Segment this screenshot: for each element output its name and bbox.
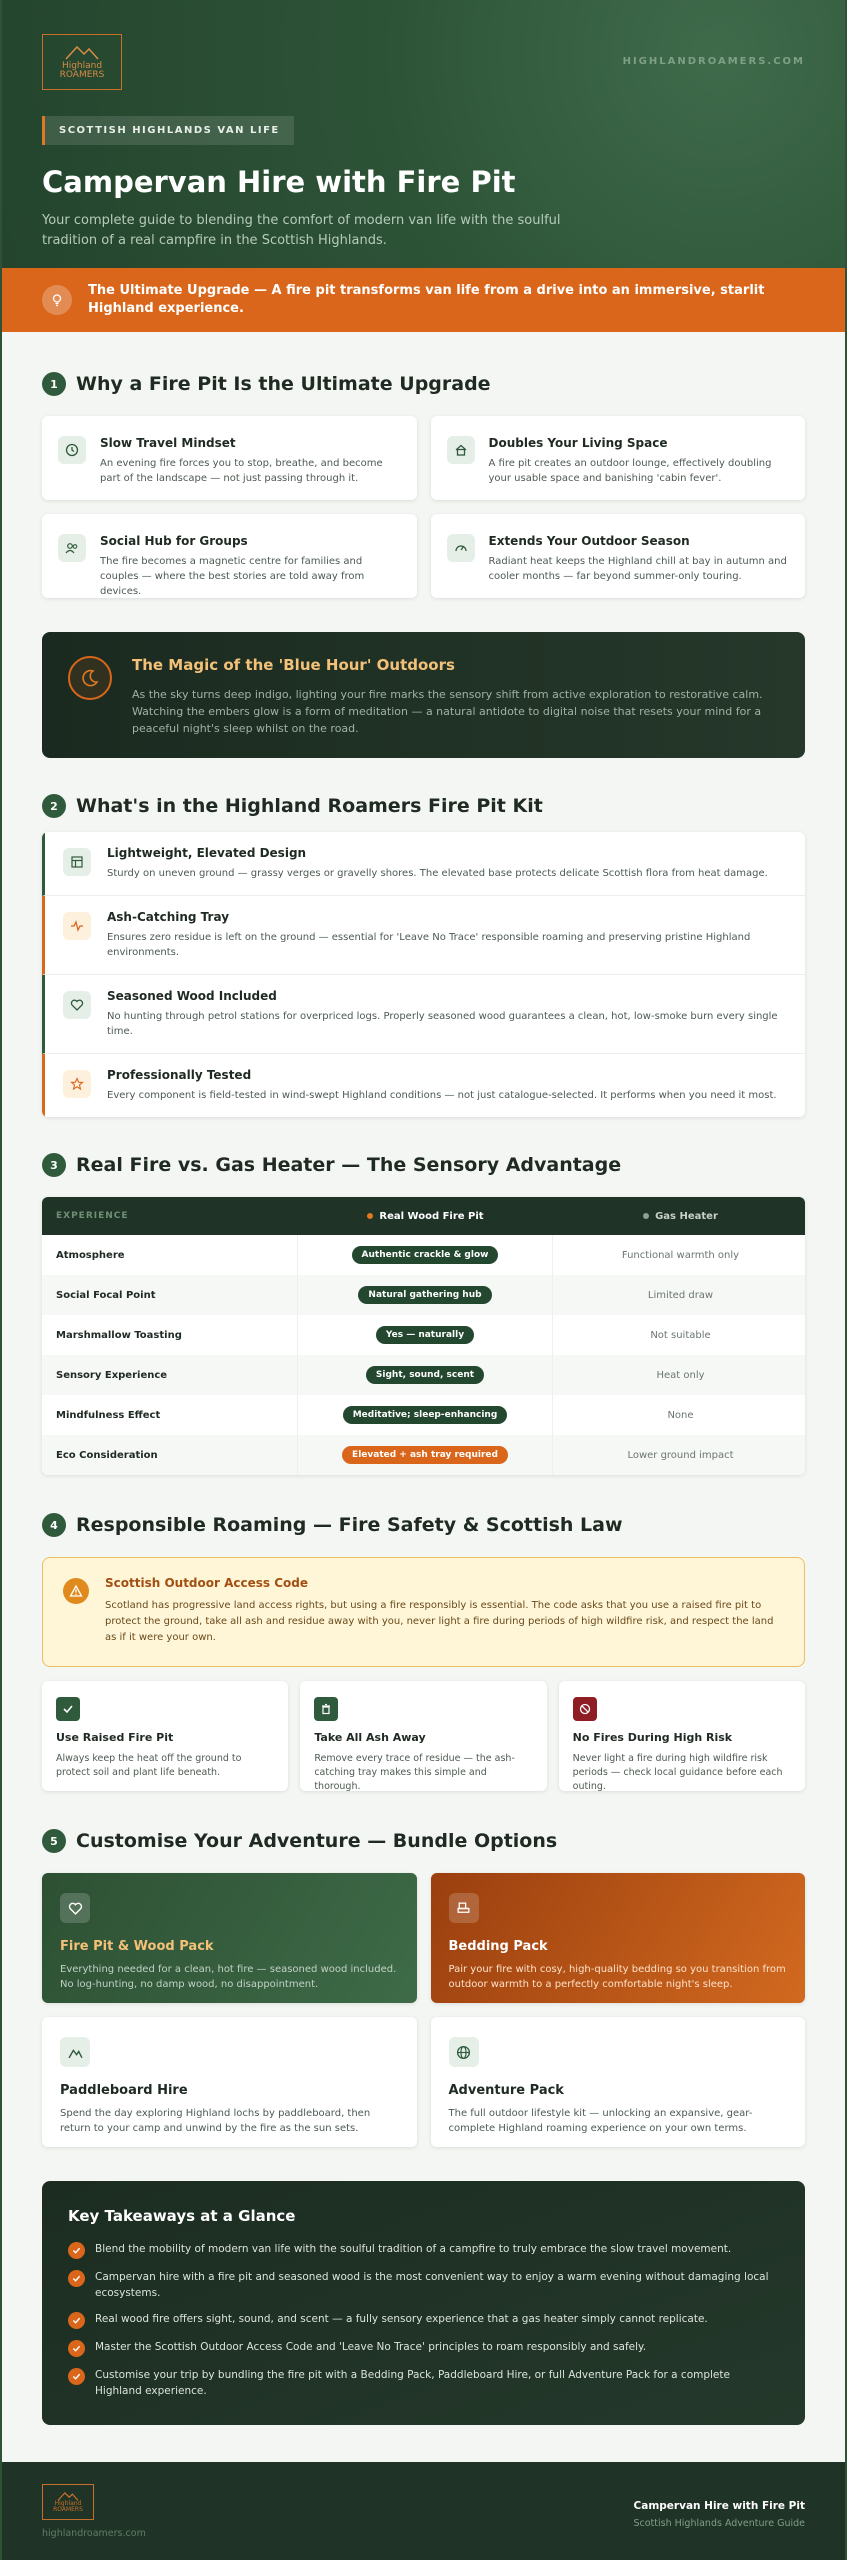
globe-icon <box>449 2037 479 2067</box>
item-title: Professionally Tested <box>107 1068 252 1082</box>
takeaway-item <box>68 2339 779 2357</box>
rule-card <box>300 1681 546 1791</box>
rule-card <box>559 1681 805 1791</box>
section-takeaways <box>2 2181 845 2425</box>
section-why <box>2 370 845 758</box>
card-title: Doubles Your Living Space <box>488 436 668 450</box>
section-title: Responsible Roaming — Fire Safety & Scottish Law <box>76 1514 623 1536</box>
table-row <box>42 1275 805 1315</box>
list-item <box>42 832 805 896</box>
fire-pill: Sight, sound, scent <box>366 1366 484 1384</box>
card-text: The fire becomes a magnetic centre for families and couples — where the best stories are told away from devices. <box>100 556 365 597</box>
card-text: A fire pit creates an outdoor lounge, effectively doubling your usable space and banishing 'cabin fever'. <box>488 458 772 484</box>
bed-icon <box>449 1893 479 1923</box>
trash-icon <box>314 1697 338 1721</box>
section-number: 2 <box>42 794 66 818</box>
hero <box>2 0 845 268</box>
card-text: Radiant heat keeps the Highland chill at bay in autumn and cooler months — far beyond summer-only touring. <box>488 556 787 582</box>
lightbulb-icon <box>42 285 72 315</box>
footer-info <box>633 2500 805 2529</box>
footer-title: Campervan Hire with Fire Pit <box>633 2500 805 2512</box>
takeaway-text: Master the Scottish Outdoor Access Code and 'Leave No Trace' principles to roam responsibly and safely. <box>95 2341 647 2353</box>
row-label: Social Focal Point <box>42 1275 298 1315</box>
section-heading <box>42 370 805 398</box>
fire-pill: Yes — naturally <box>376 1326 474 1344</box>
fire-cell <box>298 1435 553 1475</box>
panel-text: As the sky turns deep indigo, lighting your fire marks the sensory shift from active exploration to restorative calm. Watching the embers glow is a form of meditation — a natural antidote to digital noise that resets your mind for a peaceful night's sleep whilst on the road. <box>132 688 763 735</box>
item-text: Ensures zero residue is left on the ground — essential for 'Leave No Trace' responsible roaming and preserving pristine Highland environments. <box>107 932 751 958</box>
alert-title: Scottish Outdoor Access Code <box>105 1576 308 1590</box>
bundle-text: Pair your fire with cosy, high-quality bedding so you transition from outdoor warmth to a perfectly comfortable night's sleep. <box>448 1964 786 1990</box>
home-icon <box>447 436 475 464</box>
logo-line1: Highland <box>61 60 103 71</box>
column-header-text: Gas Heater <box>655 1210 718 1222</box>
fire-cell <box>298 1315 553 1355</box>
fire-pill: Authentic crackle & glow <box>352 1246 499 1264</box>
page-subtitle: Your complete guide to blending the comfort of modern van life with the soulful tradition of a real campfire in the Scottish Highlands. <box>42 213 561 248</box>
table-row <box>42 1435 805 1475</box>
section-heading <box>42 1151 805 1179</box>
row-label: Marshmallow Toasting <box>42 1315 298 1355</box>
gas-cell: Not suitable <box>650 1329 711 1341</box>
rule-text: Always keep the heat off the ground to protect soil and plant life beneath. <box>56 1753 242 1778</box>
page-title: Campervan Hire with Fire Pit <box>42 165 516 199</box>
bundle-title: Paddleboard Hire <box>60 2083 188 2098</box>
item-title: Lightweight, Elevated Design <box>107 846 307 860</box>
row-label: Mindfulness Effect <box>42 1395 298 1435</box>
bundle-text: The full outdoor lifestyle kit — unlocking an expansive, gear-complete Highland roaming experience on your own terms. <box>448 2108 753 2134</box>
row-label: Eco Consideration <box>42 1435 298 1475</box>
moon-icon <box>68 656 112 700</box>
card-title: Slow Travel Mindset <box>100 436 236 450</box>
gas-dot <box>643 1213 649 1219</box>
upgrade-banner <box>2 268 845 332</box>
section-number: 5 <box>42 1829 66 1853</box>
takeaway-item <box>68 2311 779 2329</box>
footer-url[interactable]: highlandroamers.com <box>42 2528 146 2539</box>
bundle-title: Bedding Pack <box>448 1939 548 1954</box>
check-icon <box>68 2312 85 2329</box>
rule-text: Remove every trace of residue — the ash-catching tray makes this simple and thorough. <box>314 1753 515 1792</box>
section-heading <box>42 1511 805 1539</box>
mountain-icon <box>60 2037 90 2067</box>
takeaway-item <box>68 2241 779 2259</box>
section-safety <box>2 1511 845 1791</box>
fire-cell <box>298 1395 553 1435</box>
access-code-alert <box>42 1557 805 1667</box>
table-row <box>42 1355 805 1395</box>
fire-pill: Elevated + ash tray required <box>342 1446 508 1464</box>
activity-icon <box>63 912 91 940</box>
bundle-card[interactable] <box>42 1873 417 2003</box>
clock-icon <box>58 436 86 464</box>
bundle-card[interactable] <box>42 2017 417 2147</box>
gas-cell: Limited draw <box>647 1289 714 1301</box>
card-text: An evening fire forces you to stop, breathe, and become part of the landscape — not just passing through it. <box>100 458 383 484</box>
table-row <box>42 1315 805 1355</box>
site-url[interactable]: HIGHLANDROAMERS.COM <box>622 56 805 67</box>
section-title: Customise Your Adventure — Bundle Options <box>76 1830 558 1852</box>
fire-cell <box>298 1275 553 1315</box>
takeaway-text: Customise your trip by bundling the fire pit with a Bedding Pack, Paddleboard Hire, or full Adventure Pack for a complete Highland experience. <box>95 2369 730 2397</box>
bundle-card[interactable] <box>431 1873 806 2003</box>
check-icon <box>68 2368 85 2385</box>
bundle-title: Fire Pit & Wood Pack <box>60 1939 214 1954</box>
column-header <box>553 1197 805 1235</box>
column-header <box>298 1197 553 1235</box>
section-title: Real Fire vs. Gas Heater — The Sensory Advantage <box>76 1154 622 1176</box>
alert-text: Scotland has progressive land access rights, but using a fire responsibly is essential. The code asks that you use a raised fire pit to protect the ground, take all ash and residue away with you, never light a fire during periods of high wildfire risk, and respect the land as if it were your own. <box>105 1600 774 1643</box>
table-header <box>42 1197 805 1235</box>
row-label: Sensory Experience <box>42 1355 298 1395</box>
logo-line2: ROAMERS <box>59 70 105 80</box>
takeaway-text: Campervan hire with a fire pit and seasoned wood is the most convenient way to enjoy a warm evening without damaging local ecosystems. <box>95 2271 769 2299</box>
footer-subtitle: Scottish Highlands Adventure Guide <box>633 2518 805 2529</box>
panel-title: The Magic of the 'Blue Hour' Outdoors <box>132 656 455 674</box>
banner-text: The Ultimate Upgrade — A fire pit transforms van life from a drive into an immersive, starlit Highland experience. <box>88 283 765 316</box>
item-text: Sturdy on uneven ground — grassy verges or gravelly shores. The elevated base protects delicate Scottish flora from heat damage. <box>107 868 768 879</box>
check-icon <box>56 1697 80 1721</box>
rule-text: Never light a fire during high wildfire risk periods — check local guidance before each outing. <box>572 1753 783 1792</box>
list-item <box>42 975 805 1054</box>
footer-logo-line2: ROAMERS <box>53 2506 83 2513</box>
benefit-grid <box>42 416 805 598</box>
gas-cell: None <box>667 1409 694 1421</box>
footer-logo-line1: Highland <box>54 2499 82 2507</box>
comparison-table <box>42 1197 805 1475</box>
list-item <box>42 1054 805 1117</box>
warning-icon <box>63 1578 89 1604</box>
card-title: Extends Your Outdoor Season <box>488 534 690 548</box>
column-header: EXPERIENCE <box>56 1211 129 1221</box>
blue-hour-panel <box>42 632 805 758</box>
table-row <box>42 1235 805 1275</box>
item-title: Ash-Catching Tray <box>107 910 230 924</box>
check-icon <box>68 2340 85 2357</box>
benefit-card <box>42 416 417 500</box>
check-icon <box>68 2242 85 2259</box>
takeaway-item <box>68 2269 779 2301</box>
mountain-logo-icon <box>65 44 99 60</box>
item-text: No hunting through petrol stations for overpriced logs. Properly seasoned wood guarantees a clean, hot, low-smoke burn every single time. <box>107 1011 778 1037</box>
section-number: 3 <box>42 1153 66 1177</box>
section-number: 4 <box>42 1513 66 1537</box>
list-item <box>42 896 805 975</box>
rule-card <box>42 1681 288 1791</box>
column-header-text: Real Wood Fire Pit <box>379 1210 484 1222</box>
section-title: Why a Fire Pit Is the Ultimate Upgrade <box>76 373 491 395</box>
fire-dot <box>367 1213 373 1219</box>
benefit-card <box>431 416 806 500</box>
takeaway-text: Blend the mobility of modern van life with the soulful tradition of a campfire to truly embrace the slow travel movement. <box>95 2243 732 2255</box>
card-title: Social Hub for Groups <box>100 534 248 548</box>
section-heading <box>42 792 805 820</box>
fire-cell <box>298 1235 553 1275</box>
fire-pill: Meditative; sleep-enhancing <box>343 1406 508 1424</box>
gas-cell: Lower ground impact <box>627 1449 734 1461</box>
section-kit <box>2 792 845 1117</box>
logo[interactable] <box>42 34 122 90</box>
section-heading <box>42 1827 805 1855</box>
table-row <box>42 1395 805 1435</box>
kit-list <box>42 832 805 1117</box>
bundle-grid <box>42 1873 805 2147</box>
eyebrow-tag: SCOTTISH HIGHLANDS VAN LIFE <box>42 116 294 145</box>
rule-title: Take All Ash Away <box>314 1731 426 1744</box>
ban-icon <box>573 1697 597 1721</box>
benefit-card <box>42 514 417 598</box>
fire-pill: Natural gathering hub <box>358 1286 491 1304</box>
bundle-text: Spend the day exploring Highland lochs by paddleboard, then return to your camp and unwind by the fire as the sun sets. <box>60 2108 371 2134</box>
rule-title: No Fires During High Risk <box>572 1731 733 1744</box>
footer <box>2 2462 845 2560</box>
item-title: Seasoned Wood Included <box>107 989 277 1003</box>
star-icon <box>63 1070 91 1098</box>
section-bundles <box>2 1827 845 2147</box>
section-number: 1 <box>42 372 66 396</box>
takeaway-item <box>68 2367 779 2399</box>
layout-icon <box>63 848 91 876</box>
takeaway-text: Real wood fire offers sight, sound, and scent — a fully sensory experience that a gas heater simply cannot replicate. <box>95 2313 708 2325</box>
gas-cell: Heat only <box>656 1369 705 1381</box>
row-label: Atmosphere <box>42 1235 298 1275</box>
bundle-title: Adventure Pack <box>448 2083 564 2098</box>
rule-title: Use Raised Fire Pit <box>56 1731 174 1744</box>
check-icon <box>68 2270 85 2287</box>
heart-icon <box>60 1893 90 1923</box>
gas-cell: Functional warmth only <box>621 1249 740 1261</box>
item-text: Every component is field-tested in wind-swept Highland conditions — not just catalogue-selected. It performs when you need it most. <box>107 1090 777 1101</box>
users-icon <box>58 534 86 562</box>
bundle-card[interactable] <box>431 2017 806 2147</box>
section-title: What's in the Highland Roamers Fire Pit Kit <box>76 795 543 817</box>
takeaways-title: Key Takeaways at a Glance <box>68 2207 296 2225</box>
footer-logo[interactable] <box>42 2484 94 2520</box>
fire-cell <box>298 1355 553 1395</box>
rules-grid <box>42 1681 805 1791</box>
bundle-text: Everything needed for a clean, hot fire — seasoned wood included. No log-hunting, no damp wood, no disappointment. <box>60 1964 397 1990</box>
heart-icon <box>63 991 91 1019</box>
benefit-card <box>431 514 806 598</box>
takeaways-panel <box>42 2181 805 2425</box>
section-comparison <box>2 1151 845 1475</box>
gauge-icon <box>447 534 475 562</box>
